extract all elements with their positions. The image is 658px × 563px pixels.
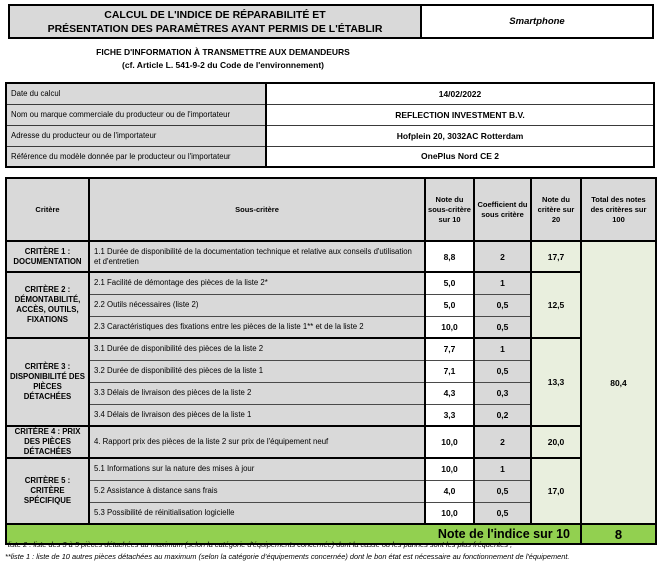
subcritere-3-3-note: 4,3	[425, 382, 474, 404]
subcritere-1-1-label: 1.1 Durée de disponibilité de la documentation technique et relative aux conseils d'utilisation et d'entretien	[89, 241, 425, 272]
info-row-date	[6, 83, 654, 104]
criteria-header-row	[6, 178, 656, 241]
critere-5-note20: 17,0	[531, 458, 581, 524]
critere-5-label: CRITÈRE 5 : CRITÈRE SPÉCIFIQUE	[6, 458, 89, 524]
info-label-address: Adresse du producteur ou de l'importateur	[6, 125, 266, 146]
subcritere-4-note: 10,0	[425, 426, 474, 458]
subcritere-2-2-coef: 0,5	[474, 294, 531, 316]
critere-1-label: CRITÈRE 1 : DOCUMENTATION	[6, 241, 89, 272]
subcritere-2-1-label: 2.1 Facilité de démontage des pièces de la liste 2*	[89, 272, 425, 294]
info-row-address	[6, 125, 654, 146]
document-title-line2: PRÉSENTATION DES PARAMÈTRES AYANT PERMIS DE L'ÉTABLIR	[47, 22, 383, 35]
header-note-critere: Note du critère sur 20	[531, 178, 581, 241]
subcritere-5-1-coef: 1	[474, 458, 531, 480]
subtitle-line1: FICHE D'INFORMATION À TRANSMETTRE AUX DEMANDEURS	[96, 47, 350, 57]
footnotes	[5, 539, 655, 563]
subcritere-3-4-label: 3.4 Délais de livraison des pièces de la liste 1	[89, 404, 425, 426]
table-row	[6, 338, 656, 360]
info-row-model	[6, 146, 654, 167]
subcritere-3-4-coef: 0,2	[474, 404, 531, 426]
product-info-table	[5, 82, 655, 168]
subcritere-5-2-coef: 0,5	[474, 480, 531, 502]
subcritere-3-1-label: 3.1 Durée de disponibilité des pièces de la liste 2	[89, 338, 425, 360]
header-coefficient: Coefficient du sous critère	[474, 178, 531, 241]
critere-4-label: CRITÈRE 4 : PRIX DES PIÈCES DÉTACHÉES	[6, 426, 89, 458]
critere-3-note20: 13,3	[531, 338, 581, 426]
info-row-producer	[6, 104, 654, 125]
subcritere-4-coef: 2	[474, 426, 531, 458]
table-row	[6, 426, 656, 458]
subcritere-5-3-coef: 0,5	[474, 502, 531, 524]
header-note-sous-critere: Note du sous-critère sur 10	[425, 178, 474, 241]
subcritere-2-1-note: 5,0	[425, 272, 474, 294]
final-index-label: Note de l'indice sur 10	[6, 524, 581, 544]
header-critere: Critère	[6, 178, 89, 241]
document-title-line1: CALCUL DE L'INDICE DE RÉPARABILITÉ ET	[104, 8, 326, 21]
info-label-model: Référence du modèle donnée par le producteur ou l'importateur	[6, 146, 266, 167]
subcritere-2-3-note: 10,0	[425, 316, 474, 338]
subcritere-5-3-note: 10,0	[425, 502, 474, 524]
subtitle-line2: (cf. Article L. 541-9-2 du Code de l'environnement)	[122, 60, 324, 70]
product-category: Smartphone	[420, 6, 652, 37]
criteria-table	[5, 177, 657, 545]
header-total: Total des notes des critères sur 100	[581, 178, 656, 241]
subcritere-5-2-label: 5.2 Assistance à distance sans frais	[89, 480, 425, 502]
subcritere-3-2-coef: 0,5	[474, 360, 531, 382]
subcritere-3-1-note: 7,7	[425, 338, 474, 360]
subcritere-2-1-coef: 1	[474, 272, 531, 294]
footnote-liste1: **liste 1 : liste de 10 autres pièces détachées au maximum (selon la catégorie d'équipements concernée) dont le bon état est nécessaire au fonctionnement de l'équipement.	[5, 552, 570, 561]
subcritere-3-3-label: 3.3 Délais de livraison des pièces de la liste 2	[89, 382, 425, 404]
subcritere-2-2-note: 5,0	[425, 294, 474, 316]
table-row	[6, 241, 656, 272]
info-value-model: OnePlus Nord CE 2	[266, 146, 654, 167]
subcritere-1-1-note: 8,8	[425, 241, 474, 272]
final-index-value: 8	[581, 524, 656, 544]
table-row	[6, 458, 656, 480]
subcritere-5-1-note: 10,0	[425, 458, 474, 480]
subcritere-5-2-note: 4,0	[425, 480, 474, 502]
document-title	[10, 6, 420, 37]
subcritere-3-2-note: 7,1	[425, 360, 474, 382]
subcritere-2-3-coef: 0,5	[474, 316, 531, 338]
subcritere-3-1-coef: 1	[474, 338, 531, 360]
header-sous-critere: Sous-critère	[89, 178, 425, 241]
title-box	[8, 4, 654, 39]
info-value-address: Hofplein 20, 3032AC Rotterdam	[266, 125, 654, 146]
subcritere-3-2-label: 3.2 Durée de disponibilité des pièces de la liste 1	[89, 360, 425, 382]
subcritere-2-2-label: 2.2 Outils nécessaires (liste 2)	[89, 294, 425, 316]
critere-2-label: CRITÈRE 2 : DÉMONTABILITÉ, ACCÈS, OUTILS, FIXATIONS	[6, 272, 89, 338]
critere-1-note20: 17,7	[531, 241, 581, 272]
subcritere-2-3-label: 2.3 Caractéristiques des fixations entre les pièces de la liste 1** et de la liste 2	[89, 316, 425, 338]
critere-3-label: CRITÈRE 3 : DISPONIBILITÉ DES PIÈCES DÉTACHÉES	[6, 338, 89, 426]
subcritere-5-3-label: 5.3 Possibilité de réinitialisation logicielle	[89, 502, 425, 524]
table-row	[6, 272, 656, 294]
footnote-liste2: *liste 2 : liste des 3 à 5 pièces détachées au maximum (selon la catégorie d'équipements concernée) dont la casse ou les pannes sont les plus fréquentes ;	[5, 540, 513, 549]
subcritere-5-1-label: 5.1 Informations sur la nature des mises à jour	[89, 458, 425, 480]
info-value-date: 14/02/2022	[266, 83, 654, 104]
subtitle-block	[8, 46, 438, 72]
subcritere-3-4-note: 3,3	[425, 404, 474, 426]
total-note-100: 80,4	[581, 241, 656, 524]
info-value-producer: REFLECTION INVESTMENT B.V.	[266, 104, 654, 125]
subcritere-4-label: 4. Rapport prix des pièces de la liste 2 sur prix de l'équipement neuf	[89, 426, 425, 458]
critere-2-note20: 12,5	[531, 272, 581, 338]
info-label-producer: Nom ou marque commerciale du producteur ou de l'importateur	[6, 104, 266, 125]
subcritere-3-3-coef: 0,3	[474, 382, 531, 404]
subcritere-1-1-coef: 2	[474, 241, 531, 272]
info-label-date: Date du calcul	[6, 83, 266, 104]
critere-4-note20: 20,0	[531, 426, 581, 458]
